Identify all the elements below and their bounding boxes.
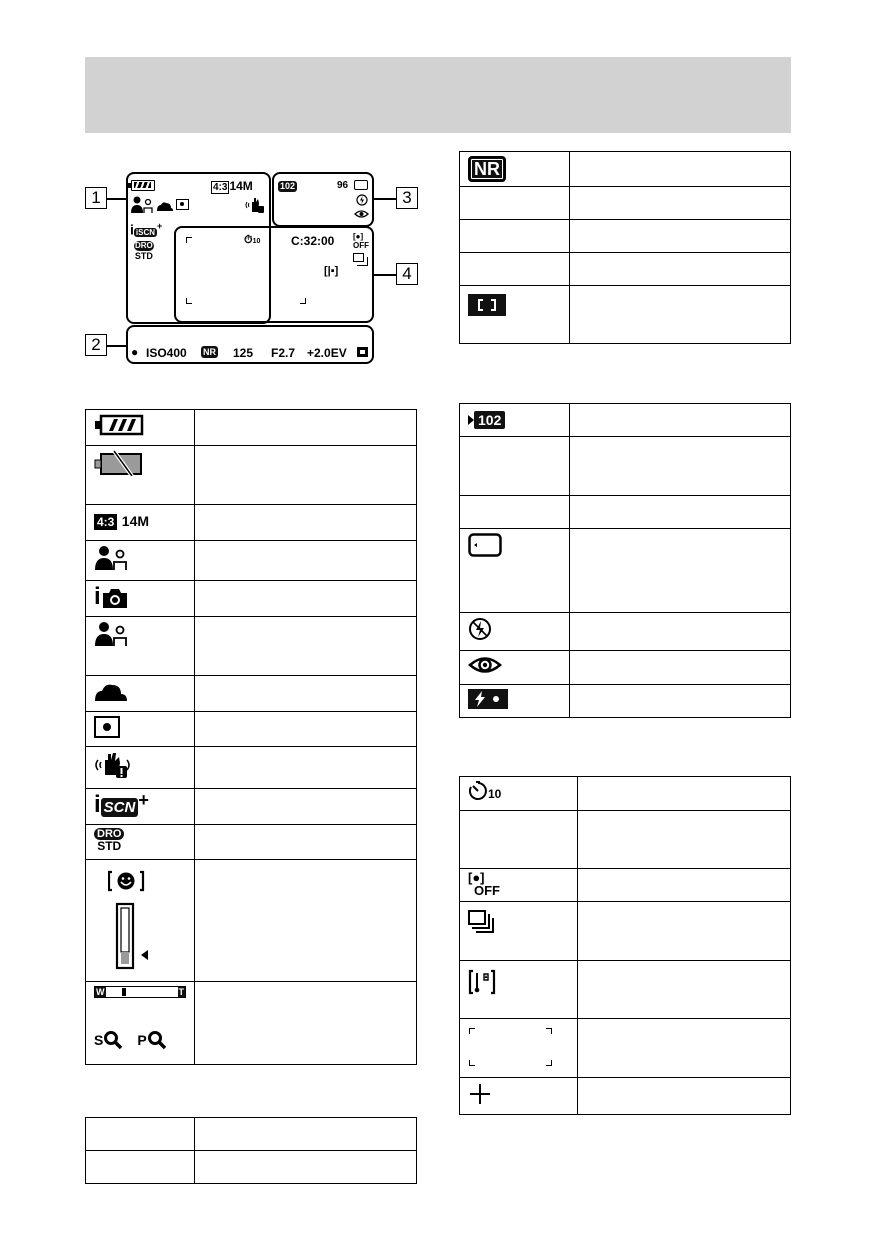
battery-empty-icon — [94, 450, 144, 476]
dro-top: DRO — [135, 241, 153, 250]
table-row — [460, 529, 791, 613]
row-icon — [460, 220, 570, 253]
row-desc — [195, 446, 417, 505]
zoom-wide-label: W — [96, 987, 105, 997]
af-range-finder-icon — [460, 1019, 577, 1076]
row-desc — [569, 529, 790, 613]
table-row — [460, 685, 791, 718]
iscn-prefix: i — [130, 221, 134, 238]
frame-corner-bottom-right — [546, 1060, 552, 1066]
iscn-plus: + — [157, 221, 163, 231]
row-icon — [460, 437, 570, 496]
row-desc — [195, 541, 417, 581]
callout-line-4 — [374, 274, 396, 276]
row-desc — [569, 437, 790, 496]
scene-recognition-icon — [130, 196, 154, 214]
self-timer-sub: 10 — [488, 787, 502, 801]
intelligent-auto-icon — [94, 585, 129, 609]
row-desc — [569, 253, 790, 286]
row-desc — [195, 676, 417, 712]
display-zone-4 — [174, 226, 374, 323]
row-desc — [578, 869, 791, 902]
superior-auto-plus: + — [138, 790, 149, 810]
row-desc — [569, 651, 790, 685]
folder-label: 102 — [474, 411, 505, 429]
iso-readout: ISO400 — [146, 346, 187, 360]
table-row — [460, 777, 791, 811]
spot-metering-icon — [94, 716, 120, 738]
left-icon-table — [85, 409, 417, 1065]
af-frame-bottom-left — [186, 298, 192, 304]
red-eye-icon — [468, 655, 502, 675]
zoom-scale-icon — [94, 986, 186, 1050]
face-frame-glyph: [●] — [468, 870, 485, 885]
table-row — [86, 825, 417, 860]
shutter-readout: 125 — [233, 346, 254, 360]
dro-bottom: STD — [134, 251, 153, 261]
landscape-icon — [94, 680, 128, 702]
af-frame-icon — [468, 294, 506, 316]
metering-icon — [357, 347, 368, 357]
row-desc — [569, 613, 790, 651]
table-row — [86, 860, 417, 982]
callout-line-3 — [374, 198, 396, 200]
smart-zoom-label: S — [94, 1032, 104, 1048]
af-illuminator-icon — [468, 969, 496, 995]
row-desc — [195, 825, 417, 860]
camera-shake-warning-icon — [245, 196, 265, 214]
callout-1: 1 — [85, 187, 107, 209]
row-icon — [460, 811, 578, 869]
flash-off-icon — [356, 194, 368, 206]
af-frame-bottom-right — [300, 298, 306, 304]
superior-auto-prefix: i — [94, 791, 101, 818]
table-row — [86, 505, 417, 541]
folder-readout: 102 — [280, 181, 296, 191]
self-timer-sub: 10 — [252, 238, 261, 245]
camera-icon — [101, 587, 129, 609]
frame-corner-bottom-left — [469, 1060, 475, 1066]
flash-charging-icon — [468, 689, 508, 709]
row-desc — [569, 685, 790, 718]
shots-remaining: 96 — [337, 180, 349, 191]
red-eye-icon — [354, 209, 369, 219]
table-row — [460, 1078, 791, 1115]
face-off-text: OFF — [474, 883, 500, 898]
clock-readout: C:32:00 — [291, 234, 335, 248]
table-row — [86, 1118, 417, 1151]
spot-metering-icon — [176, 199, 189, 210]
row-desc — [195, 789, 417, 825]
row-desc — [578, 1078, 791, 1115]
table-row — [86, 676, 417, 712]
table-row — [460, 437, 791, 496]
memory-card-icon — [468, 533, 502, 557]
battery-full-icon — [131, 180, 155, 191]
aspect-icon: 4:3 — [94, 514, 117, 530]
scene-recognition-icon — [94, 621, 128, 647]
table-row — [86, 446, 417, 505]
flash-off-icon — [468, 617, 492, 641]
table-row — [86, 1151, 417, 1184]
row-desc — [195, 410, 417, 446]
charging-dot — [493, 696, 499, 702]
table-row — [86, 747, 417, 789]
row-desc — [194, 1118, 416, 1151]
row-icon — [86, 1118, 195, 1151]
row-desc — [578, 811, 791, 869]
right-icon-table-3 — [459, 776, 791, 1115]
spot-cross-icon — [468, 1083, 492, 1105]
ev-readout: +2.0EV — [307, 346, 347, 360]
table-row — [460, 651, 791, 685]
camera-shake-warning-icon — [94, 751, 134, 779]
nr-icon: NR — [468, 156, 506, 182]
callout-line-2 — [107, 345, 127, 347]
landscape-icon — [156, 200, 174, 212]
superior-auto-icon — [94, 790, 149, 818]
size-text: 14M — [121, 513, 150, 529]
aperture-readout: F2.7 — [271, 346, 296, 360]
face-off-label: OFF — [353, 241, 369, 250]
row-desc — [578, 777, 791, 811]
table-row — [460, 152, 791, 187]
table-row — [86, 617, 417, 676]
dro-icon-top: DRO — [94, 828, 124, 840]
table-row — [86, 541, 417, 581]
right-icon-table-1 — [459, 151, 791, 344]
row-desc — [578, 902, 791, 961]
callout-3: 3 — [396, 187, 418, 209]
smile-detection-icon — [108, 868, 168, 972]
timer-clock-icon — [468, 781, 488, 801]
scene-recognition-icon — [94, 545, 128, 571]
row-icon — [460, 496, 570, 529]
zoom-tele-label: T — [178, 987, 184, 997]
table-row — [86, 410, 417, 446]
iscn-label: iSCN — [135, 227, 156, 237]
row-desc — [569, 286, 790, 344]
table-row — [460, 404, 791, 437]
superior-auto-label: SCN — [101, 798, 139, 817]
row-icon — [460, 253, 570, 286]
row-desc — [569, 152, 790, 187]
callout-line-1 — [107, 198, 127, 200]
row-desc — [195, 982, 417, 1065]
row-desc — [195, 617, 417, 676]
smart-zoom-indicator — [94, 1030, 123, 1050]
row-desc — [195, 505, 417, 541]
aspect-label: 4:3 — [213, 182, 228, 193]
table-row — [86, 789, 417, 825]
row-icon — [460, 187, 570, 220]
dro-readout — [134, 241, 154, 261]
right-icon-table-2 — [459, 403, 791, 718]
flash-bolt-icon — [474, 691, 486, 707]
frame-corner-top-left — [469, 1028, 475, 1034]
zoom-position-marker — [122, 988, 126, 996]
zoom-bar — [94, 986, 186, 998]
row-desc — [569, 404, 790, 437]
burst-icon — [468, 910, 494, 932]
self-timer-icon — [468, 781, 501, 801]
dro-icon — [94, 828, 124, 852]
callout-2: 2 — [85, 334, 107, 356]
row-desc — [194, 1151, 416, 1184]
table-row — [86, 581, 417, 617]
table-row — [460, 1019, 791, 1078]
row-icon — [86, 1151, 195, 1184]
dro-icon-bottom: STD — [97, 839, 122, 853]
table-row — [460, 869, 791, 902]
face-detection-off-readout: [●] OFF — [353, 232, 369, 250]
row-desc — [578, 961, 791, 1019]
table-row — [460, 253, 791, 286]
table-row — [460, 496, 791, 529]
row-desc — [195, 581, 417, 617]
row-desc — [195, 860, 417, 982]
self-timer-readout: ⏱10 — [244, 234, 261, 246]
table-row — [460, 961, 791, 1019]
rec-dot: ● — [131, 345, 139, 359]
table-row — [460, 187, 791, 220]
magnifier-icon — [147, 1030, 167, 1050]
screen-diagram — [0, 0, 430, 380]
table-row — [460, 286, 791, 344]
table-row — [460, 613, 791, 651]
precision-zoom-label: P — [137, 1032, 147, 1048]
callout-4: 4 — [396, 263, 418, 285]
row-desc — [195, 712, 417, 747]
row-desc — [569, 220, 790, 253]
table-row — [86, 712, 417, 747]
table-row — [86, 982, 417, 1065]
image-size-readout — [211, 179, 253, 195]
row-desc — [569, 187, 790, 220]
size-label: 14M — [229, 179, 253, 193]
row-desc — [195, 747, 417, 789]
frame-corner-top-right — [546, 1028, 552, 1034]
face-detection-off-icon — [468, 871, 569, 897]
af-frame-top-left — [186, 237, 192, 243]
table-row — [460, 902, 791, 961]
burst-icon — [353, 253, 364, 262]
left-empty-table — [85, 1117, 417, 1184]
row-desc — [578, 1019, 791, 1078]
magnifier-icon — [103, 1030, 123, 1050]
intelligent-auto-prefix: i — [94, 583, 101, 610]
table-row — [460, 811, 791, 869]
superior-auto-readout — [130, 219, 162, 240]
af-illuminator-readout: [|▪] — [324, 265, 339, 277]
precision-zoom-indicator — [137, 1030, 166, 1050]
battery-full-icon — [94, 414, 144, 436]
table-row — [460, 220, 791, 253]
folder-icon — [468, 411, 505, 429]
row-desc — [569, 496, 790, 529]
memory-card-icon — [354, 180, 368, 190]
nr-readout: NR — [203, 347, 216, 357]
